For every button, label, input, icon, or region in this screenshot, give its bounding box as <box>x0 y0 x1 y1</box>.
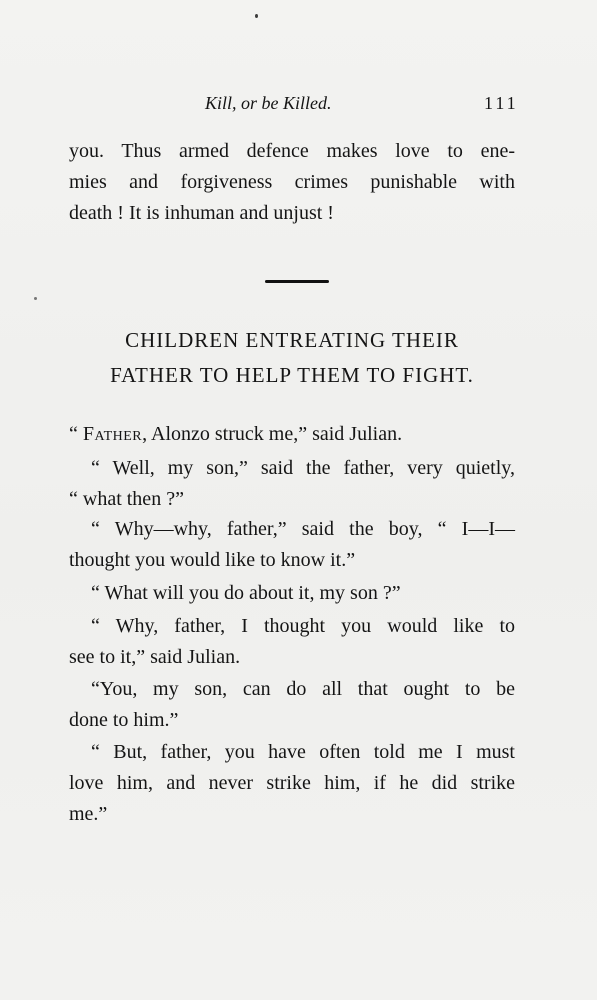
text-line: “ Why, father, I thought you would like to <box>91 615 515 637</box>
text-line: me.” <box>69 803 108 825</box>
opening-paragraph <box>69 136 515 229</box>
text-line: “ what then ?” <box>69 488 184 510</box>
ink-speck <box>34 297 37 300</box>
ink-speck <box>255 14 258 18</box>
text-line: “You, my son, can do all that ought to be <box>91 678 515 700</box>
text-line: death ! It is inhuman and unjust ! <box>69 202 334 224</box>
text-line: love him, and never strike him, if he did strike <box>69 772 515 794</box>
opening-quote: “ <box>69 423 78 445</box>
running-head-title: Kill, or be Killed. <box>205 93 332 113</box>
text-line: “ Why—why, father,” said the boy, “ I—I— <box>91 518 515 540</box>
dialogue-paragraph-1 <box>69 419 515 450</box>
dialogue-paragraph-7 <box>69 737 515 830</box>
dialogue-paragraph-6 <box>69 674 515 736</box>
text-line: mies and forgiveness crimes punishable with <box>69 171 515 193</box>
section-divider-rule <box>265 280 329 283</box>
text-line: “ What will you do about it, my son ?” <box>91 582 401 604</box>
text-line: “ But, father, you have often told me I must <box>91 741 515 763</box>
text-line <box>69 419 515 450</box>
section-heading-line-2: FATHER TO HELP THEM TO FIGHT. <box>110 363 474 387</box>
dialogue-paragraph-2 <box>69 453 515 515</box>
page-number: 111 <box>484 93 519 113</box>
first-word: Father <box>82 423 143 445</box>
text-line: see to it,” said Julian. <box>69 646 241 668</box>
line-rest: , Alonzo struck me,” said Julian. <box>142 423 403 445</box>
section-heading-line-1: CHILDREN ENTREATING THEIR <box>125 328 459 352</box>
dialogue-paragraph-4 <box>69 578 515 609</box>
text-line: you. Thus armed defence makes love to ene- <box>69 140 515 162</box>
text-line: “ Well, my son,” said the father, very quietly, <box>91 457 515 479</box>
dialogue-paragraph-3 <box>69 514 515 576</box>
text-line: thought you would like to know it.” <box>69 549 356 571</box>
text-line: done to him.” <box>69 709 179 731</box>
dialogue-paragraph-5 <box>69 611 515 673</box>
